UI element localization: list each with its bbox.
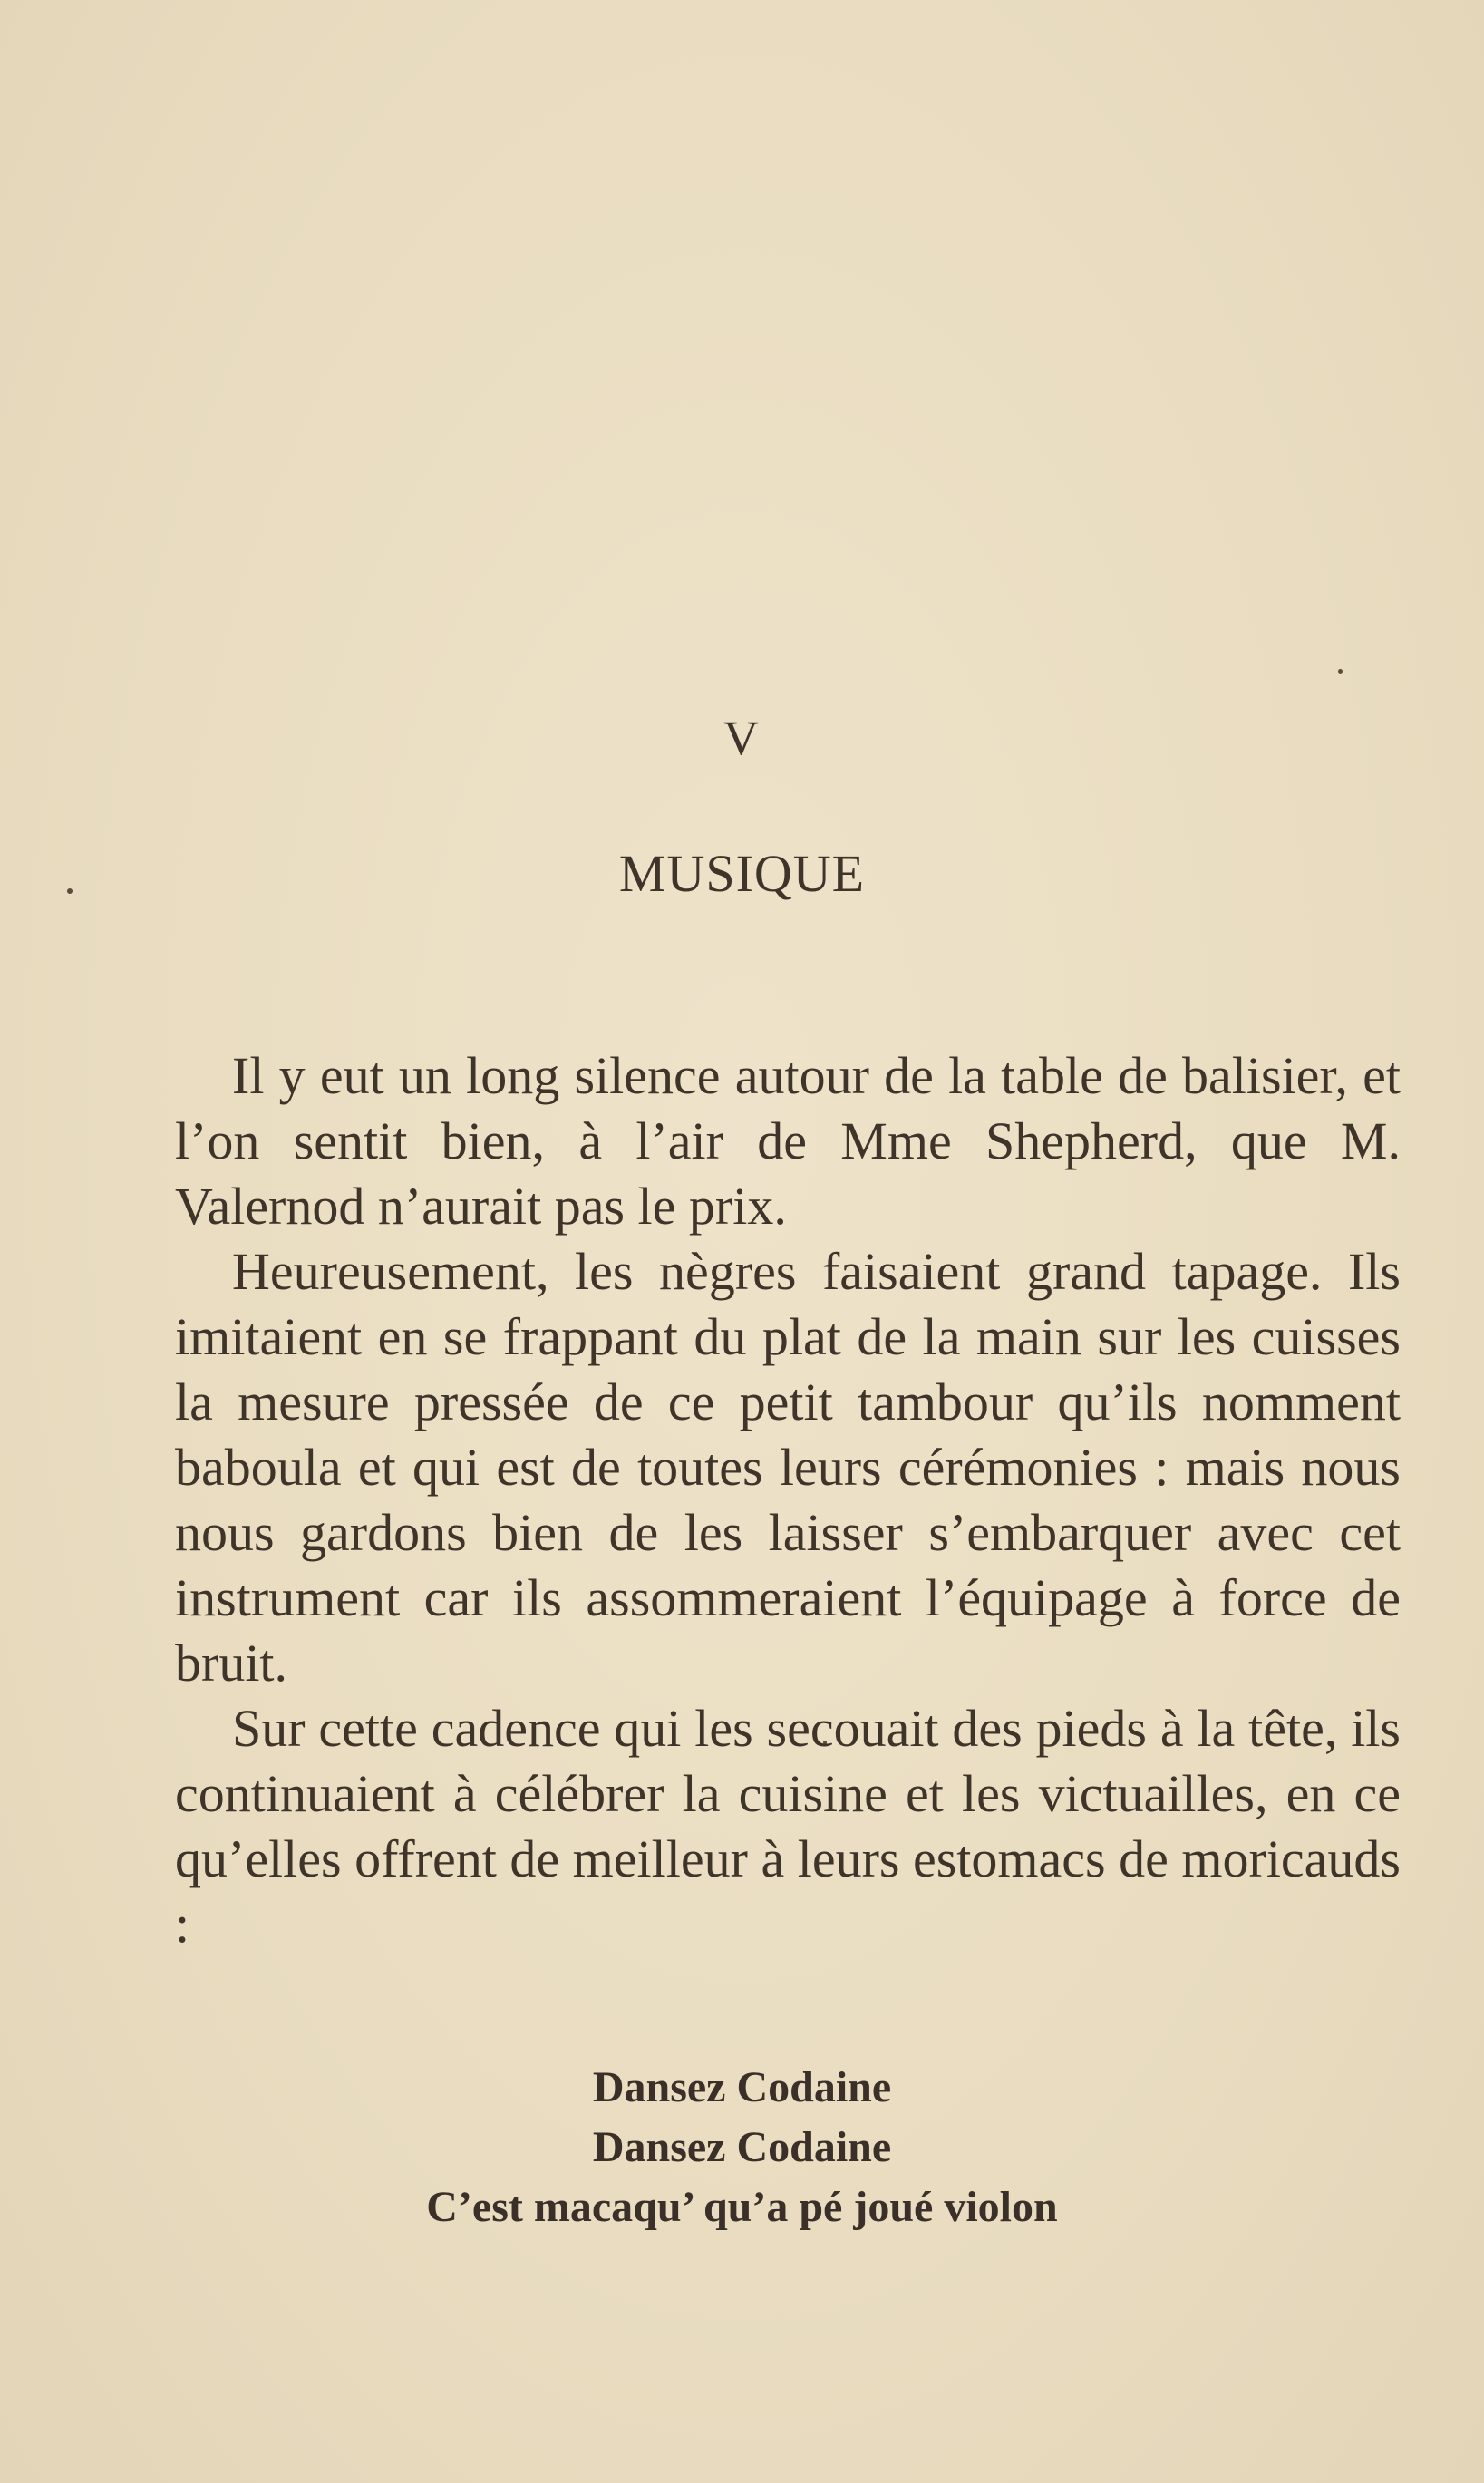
- paragraph: Sur cette cadence qui les secouait des pieds à la tête, ils continuaient à célébrer la cuisine et les victuailles, en ce qu’elles offrent de meilleur à leurs estomacs de moricauds :: [175, 1699, 1401, 1954]
- chapter-body: [175, 1043, 1401, 1957]
- paper-speck: [1338, 669, 1343, 674]
- verse-line: Dansez Codaine: [592, 2063, 892, 2111]
- chapter-number: V: [723, 711, 761, 765]
- verse-line: C’est macaqu’ qu’a pé joué violon: [426, 2183, 1058, 2231]
- show-through-texture: [172, 195, 1405, 296]
- verse-line: Dansez Codaine: [592, 2123, 892, 2171]
- chapter-title: MUSIQUE: [618, 844, 866, 903]
- song-verse: [0, 2058, 1484, 2237]
- paragraph: Heureusement, les nègres faisaient grand tapage. Ils imitaient en se frappant du plat de la main sur les cuisses la mesure pressée de ce petit tambour qu’ils nomment baboula et qui est de toutes leurs cérémonies : mais nous nous gardons bien de les laisser s’embarquer avec cet instrument car ils assommeraient l’équipage à force de bruit.: [175, 1242, 1401, 1693]
- paragraph: Il y eut un long silence autour de la table de balisier, et l’on sentit bien, à l’air de Mme Shepherd, que M. Valernod n’aurait pas le prix.: [175, 1046, 1401, 1236]
